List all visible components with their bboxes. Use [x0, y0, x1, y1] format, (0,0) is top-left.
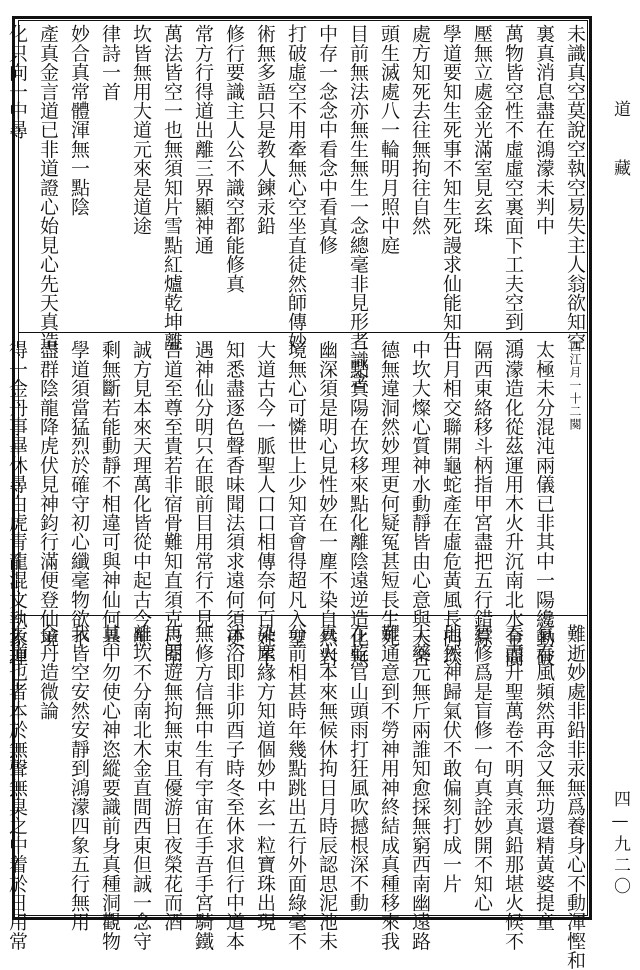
text-column: 吾道至尊至貴若非宿骨難知直須克已至 [161, 340, 183, 667]
collection-title: 道藏 [610, 100, 630, 218]
text-column: 剩無斷若能動靜不相違可與神仙何異 [99, 340, 121, 648]
text-column: 坎皆無用大道元來是道途 [130, 24, 152, 236]
text-column: 沐浴即非卯酉子時冬至休求但行中道本 [223, 624, 245, 951]
text-column: 大道古今一脈聖人口口相傳奈何百姓不 [254, 340, 276, 667]
text-column: 一點真陽在坎移來點化離陰遠逆造化無 [347, 340, 369, 667]
text-column: 術無多語只是教人鍊汞鉛 [254, 24, 276, 236]
text-column: 看盡升聖萬卷不明真汞真鉛那堪火候不 [502, 624, 524, 951]
text-column: 德無違洞然妙理更何疑冤甚短長生死 [378, 340, 400, 648]
text-column: 學道要知生死事不知生死謾求仙能知生 [440, 24, 462, 351]
text-column: 目前無法亦無生無生一念總毫非見形者識念 [347, 24, 369, 389]
text-column: 遇神仙分明只在眼前目用常行不見 [192, 340, 214, 628]
text-column: 未識真空莫說空執空易失主人翁欲知空 [564, 24, 586, 351]
text-column: 產真金言道已非道證心始見心先天真造 [37, 24, 59, 351]
text-column: 裏真消息盡在鴻濛未判中 [533, 24, 555, 236]
text-column: 常方行得道出離三界顯神通 [192, 24, 214, 255]
text-column: 妙合真常體渾無一點陰 [68, 24, 90, 216]
text-column: 地然神歸氣伏不敢偏刻打成一片 [440, 624, 462, 893]
text-column: 中坎大燦心質神水動靜皆由心意與天合 [409, 340, 431, 667]
text-column: 誠方見本來天理萬化皆從中起古今無 [130, 340, 152, 648]
text-column: 日月相交聯開龜蛇產在虛危黃風長向坎 [440, 340, 462, 667]
text-column: 無修方信無中生有宇宙在手吾手宮騎鐵 [192, 624, 214, 951]
text-column: 處方知死去往無拘往自然 [409, 24, 431, 236]
section-heading: 西江月一十二闋 [568, 340, 582, 431]
text-section-middle [6, 340, 586, 667]
text-column: 盡群陰龍降虎伏見神鈞行滿便登仙境 [37, 340, 59, 648]
page-number: 四—九二〇 [610, 790, 630, 898]
text-column: 我皆空安然安靜到鴻濛四象五行無用 [68, 624, 90, 932]
text-column: 難通意到不勞神用神終結成真種移來我 [378, 624, 400, 951]
text-column: 學道須當猛烈於確守初心纖毫物欲不 [68, 340, 90, 648]
text-column: 太極未分混沌兩儀已非其中一陽纔動破 [533, 340, 555, 667]
text-column: 境無心可憐世上少知音會得超凡入聖 [285, 340, 307, 648]
text-column: 打破虛空不用牽無心空坐直徒然師傳妙 [285, 24, 307, 351]
text-column: 大藥元無斤兩誰知愈採無窮西南幽遠路 [409, 624, 431, 951]
text-column: 夫道也者本於無聲無臭之中着於日用常 [6, 624, 28, 951]
text-column: 鴻濛造化從茲運用木火升沉南北水金間 [502, 340, 524, 667]
text-section-bottom [6, 624, 586, 970]
text-column: 律詩一首 [99, 24, 121, 101]
text-column: 實修爲是盲修一句真詮妙開不知心 [471, 624, 493, 912]
text-column: 染塵緣方知道個妙中玄一粒寶珠出現 [254, 624, 276, 932]
text-column: 修行要識主人公不識空都能修真 [223, 24, 245, 293]
text-column: 幽深須是明心見性妙在一塵不染自然對 [316, 340, 338, 667]
text-column: 離坎不分南北木金直間西東但誠一念守 [130, 624, 152, 951]
text-column: 隔西東絡移斗柄指甲宮盡把五行錯綜 [471, 340, 493, 648]
text-column: 中存一念念中看念中看真修 [316, 24, 338, 255]
text-column: 萬物皆空性不虛虛空裏面下工夫空到一 [502, 24, 524, 351]
text-column: 萬法皆空一也無須知片雪點紅爐乾坤離 [161, 24, 183, 351]
text-column: 其中勿使心神恣縱要識前身真種洞觀物 [99, 624, 121, 951]
text-column: 知悉盡逐色聲香味聞法須求遠何須更 [223, 340, 245, 648]
text-column: 真火本來無候休拘日月時辰認思泥池未 [316, 624, 338, 951]
text-column: 頭生滅處八一輪明月照中庭 [378, 24, 400, 255]
text-column: 得一金丹事畢休尋白虎青龍混文執象理 [6, 340, 28, 667]
text-column: 馬閒遊無拘無束且優游日夜榮花而酒 [161, 624, 183, 932]
text-column: 氣春風頻然再念又無功還精黃婆提童 [533, 624, 555, 932]
text-column: 難逝妙處非鉛非汞無爲養身心不動渾慳和 [564, 624, 586, 970]
text-column: 金丹造微論 [37, 624, 59, 720]
text-column: 分前相甚時年幾點跳出五行外面綠毫不 [285, 624, 307, 951]
text-column: 在乾官山頭雨打狂風吹撼根深不動 [347, 624, 369, 912]
text-column: 化只向一中尋 [6, 24, 28, 140]
text-column: 壓無立處金光滿室見玄珠 [471, 24, 493, 236]
